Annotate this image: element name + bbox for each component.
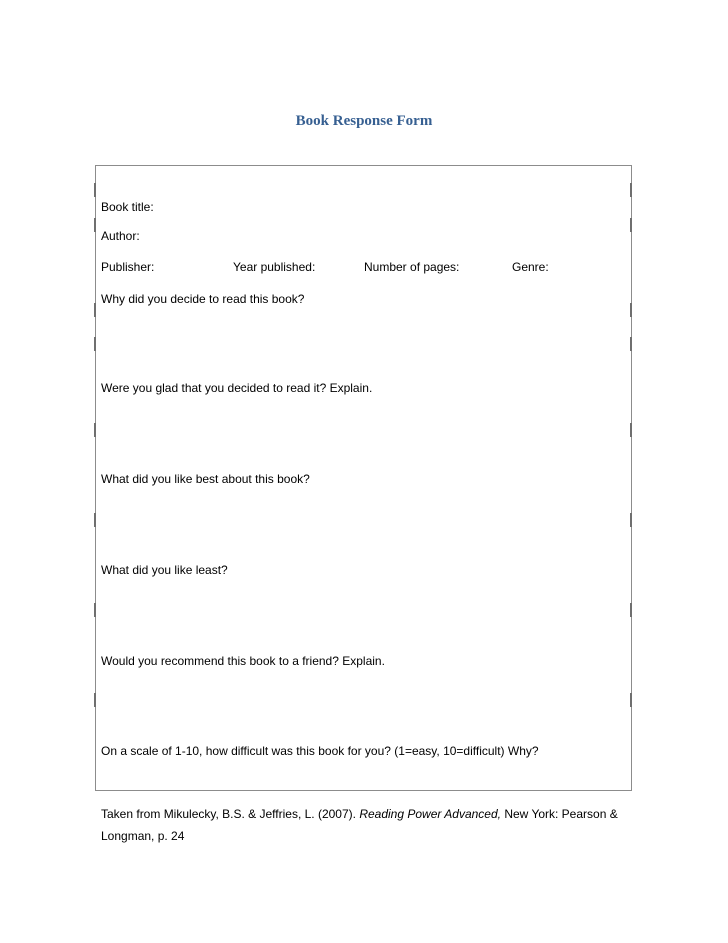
publisher-label: Publisher: [101,260,155,274]
right-rule-mark [630,337,632,351]
book-title-label: Book title: [101,200,154,214]
citation-line-1 [101,807,618,821]
citation-line-2: Longman, p. 24 [101,829,185,843]
right-rule-mark [630,183,632,197]
question-6: On a scale of 1-10, how difficult was this book for you? (1=easy, 10=difficult) Why? [101,744,539,758]
left-rule-mark [94,337,96,351]
left-rule-mark [94,513,96,527]
year-published-label: Year published: [233,260,316,274]
question-5: Would you recommend this book to a friend? Explain. [101,654,385,668]
page-title: Book Response Form [295,113,433,129]
author-label: Author: [101,229,140,243]
question-4: What did you like least? [101,563,228,577]
right-rule-mark [630,513,632,527]
citation-book-title: Reading Power Advanced, [359,807,501,821]
left-rule-mark [94,218,96,232]
left-rule-mark [94,603,96,617]
left-rule-mark [94,303,96,317]
citation-suffix: New York: Pearson & [500,807,618,821]
left-rule-mark [94,693,96,707]
number-of-pages-label: Number of pages: [364,260,460,274]
question-2: Were you glad that you decided to read it? Explain. [101,381,373,395]
right-rule-mark [630,693,632,707]
genre-label: Genre: [512,260,549,274]
citation-prefix: Taken from Mikulecky, B.S. & Jeffries, L. (2007). [101,807,360,821]
left-rule-mark [94,183,96,197]
right-rule-mark [630,303,632,317]
right-rule-mark [630,218,632,232]
left-rule-mark [94,423,96,437]
right-rule-mark [630,603,632,617]
question-1: Why did you decide to read this book? [101,292,305,306]
right-rule-mark [630,423,632,437]
question-3: What did you like best about this book? [101,472,310,486]
